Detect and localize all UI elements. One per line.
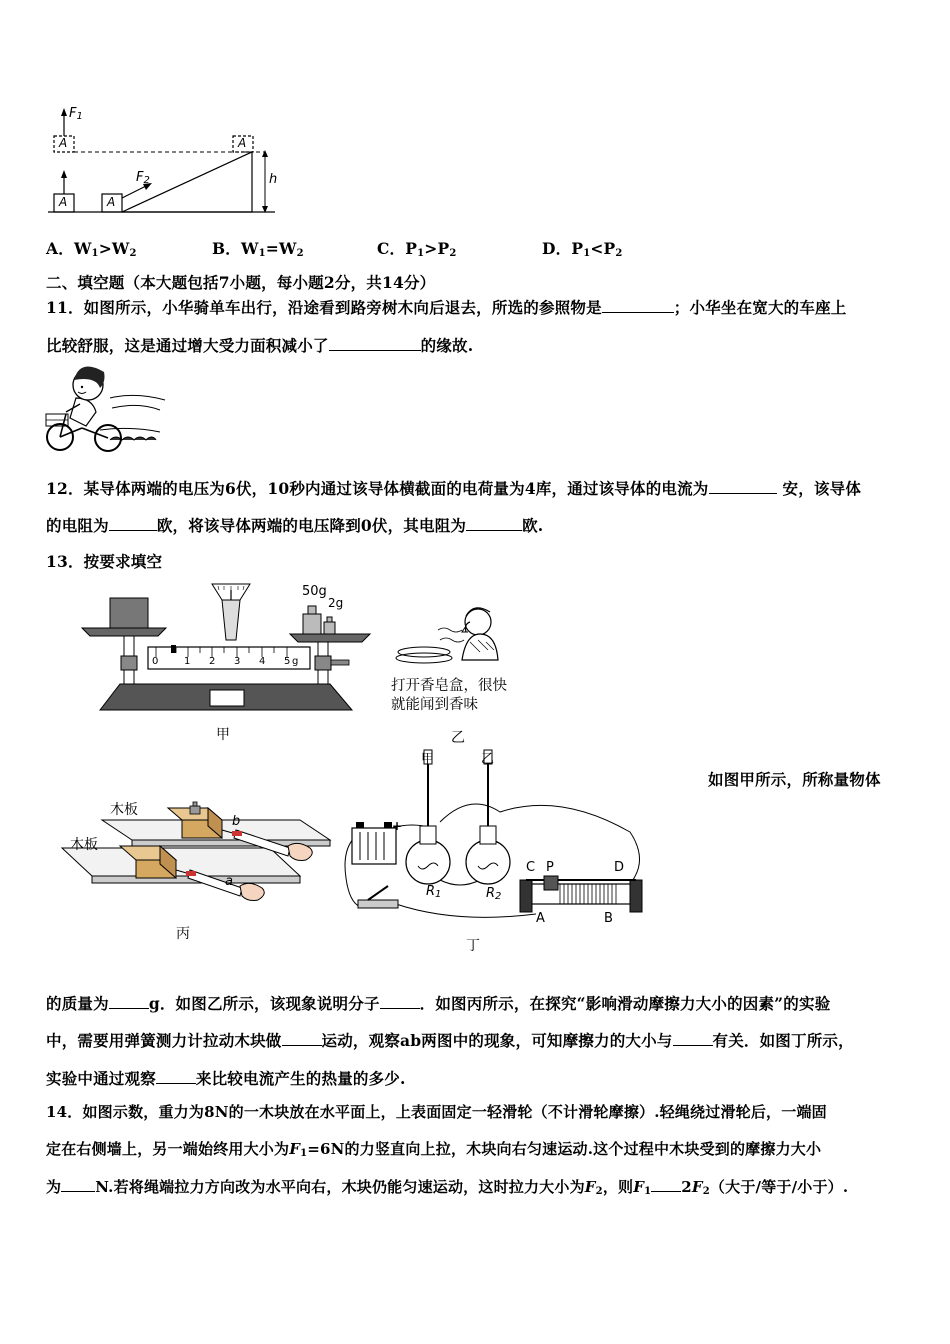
- q13-blank-1[interactable]: [109, 994, 149, 1009]
- circuit-r1-text: R: [426, 884, 436, 899]
- q13-blank-4[interactable]: [673, 1031, 713, 1046]
- q14-line3-text-d: 2: [681, 1178, 692, 1196]
- rheostat-b-label: B: [604, 911, 613, 926]
- q11-line2-text-a: 比较舒服，这是通过增大受力面积减小了: [46, 336, 329, 355]
- q13-blank-2[interactable]: [380, 994, 420, 1009]
- q10-option-a-sub1: 1: [91, 248, 99, 259]
- q10-option-b-var: W: [241, 239, 259, 258]
- q12-line2-text-a: 的电阻为: [46, 516, 109, 535]
- fig-yi-label: 乙: [451, 730, 465, 746]
- q10-option-b-op: =W: [265, 239, 297, 258]
- q13-line1-text-c: ．如图丙所示，在探究“影响滑动摩擦力大小的因素”的实验: [419, 994, 831, 1013]
- q10-option-d-sub1: 1: [583, 248, 591, 259]
- circuit-switch: [358, 900, 398, 908]
- circuit-r2-text: R: [486, 886, 496, 901]
- circuit-flask-r1: [406, 840, 450, 884]
- q12-line1-text-b: 安，该导体: [782, 479, 862, 498]
- yi-caption-1: 打开香皂盒，很快: [391, 678, 507, 694]
- q10-option-c-sub2: 2: [449, 248, 457, 259]
- q14-line3-f1: F: [633, 1178, 645, 1196]
- scale-tick-unit: g: [292, 656, 299, 667]
- q13-line3-text-b: 来比较电流产生的热量的多少.: [195, 1069, 406, 1088]
- section2-heading: 二、填空题（本大题包括7小题，每小题2分，共14分）: [46, 273, 436, 292]
- q11-line2-text-b: 的缘故.: [420, 336, 474, 355]
- q10-a-label-2: A: [59, 136, 68, 150]
- q13-line2-text-b: 运动，观察ab两图中的现象，可知摩擦力的大小与: [321, 1031, 673, 1050]
- q10-option-a-var: W: [73, 239, 92, 258]
- friction-label-a: a: [225, 874, 233, 889]
- q11-line1-text-b: ；小华坐在宽大的车座上: [673, 298, 847, 317]
- scale-tick-3: 3: [234, 656, 241, 667]
- q11-line1-text-a: 11．如图所示，小华骑单车出行，沿途看到路旁树木向后退去，所选的参照物是: [46, 298, 602, 317]
- q12-line1-text-a: 12．某导体两端的电压为6伏，10秒内通过该导体横截面的电荷量为4库，通过该导体的电流为: [46, 479, 709, 498]
- fig-bing-label: 丙: [176, 926, 190, 942]
- q14-line3-f2: F: [584, 1178, 596, 1196]
- q13-line3-text-a: 实验中通过观察: [46, 1069, 156, 1088]
- rheostat-a-label: A: [536, 911, 545, 926]
- q13-line2: [46, 1029, 854, 1051]
- q10-option-b-sub1: 1: [258, 248, 266, 259]
- scale-tick-4: 4: [259, 656, 266, 667]
- yi-caption-2: 就能闻到香味: [391, 697, 478, 713]
- circuit-jia-label: 甲: [421, 752, 435, 767]
- q14-line2-f-sub: 1: [300, 1148, 308, 1159]
- q13-line1-text-a: 的质量为: [46, 994, 109, 1013]
- scale-tick-5: 5: [284, 656, 291, 667]
- q10-option-d-op: <P: [590, 239, 616, 258]
- q10-option-a-sub2: 2: [129, 248, 137, 259]
- friction-label-b: b: [232, 814, 241, 829]
- q10-option-d-var: P: [571, 239, 584, 258]
- q13-side-text: 如图甲所示，所称量物体: [708, 770, 881, 789]
- circuit-r2-sub: 2: [495, 891, 502, 902]
- q13-blank-5[interactable]: [156, 1069, 196, 1084]
- fig-jia-label: 甲: [216, 727, 230, 743]
- q14-line3: [46, 1176, 848, 1197]
- rheostat-c-label: C: [526, 860, 536, 875]
- q10-option-d-sub2: 2: [615, 248, 623, 259]
- q10-a-label-4: A: [238, 136, 247, 150]
- q14-line3-text-c: ，则: [602, 1178, 634, 1196]
- q10-f2-text: F: [136, 170, 144, 185]
- q14-line2-text-a: 定在右侧墙上，另一端始终用大小为: [46, 1140, 290, 1158]
- q14-line3-text-f: （大于/等于/小于）.: [709, 1178, 849, 1196]
- q10-option-c-sub1: 1: [417, 248, 425, 259]
- scale-tick-1: 1: [184, 656, 191, 667]
- q14-line2-f: F: [289, 1140, 301, 1158]
- q10-option-a-letter: A．: [46, 239, 74, 258]
- q14-line3-text-a: 为: [46, 1178, 62, 1196]
- q10-option-d-letter: D．: [542, 239, 572, 258]
- q14-line1: 14．如图示数，重力为8N的一木块放在水平面上，上表面固定一轻滑轮（不计滑轮摩擦）.轻绳绕过滑轮后，一端固: [46, 1103, 827, 1121]
- q10-a-label-3: A: [107, 195, 116, 209]
- q13-title: 13．按要求填空: [46, 552, 163, 571]
- q14-line3-f2-sub: 2: [595, 1186, 603, 1197]
- q12-line2-text-b: 欧，将该导体两端的电压降到0伏，其电阻为: [156, 516, 467, 535]
- q10-option-c-var: P: [405, 239, 418, 258]
- q10-option-b-letter: B．: [212, 239, 242, 258]
- q10-option-c-op: >P: [424, 239, 450, 258]
- rheostat-p-label: P: [546, 860, 554, 875]
- q13-line3: [46, 1067, 406, 1089]
- q13-blank-3[interactable]: [282, 1031, 322, 1046]
- q10-option-a-op: >W: [98, 239, 130, 258]
- q10-option-c-letter: C．: [377, 239, 406, 258]
- circuit-r1-sub: 1: [435, 889, 442, 900]
- board-2-label: 木板: [70, 837, 98, 853]
- fig-ding-label: 丁: [466, 938, 480, 954]
- circuit-r1-label: [426, 884, 441, 900]
- weight-2g-label: 2g: [328, 596, 344, 610]
- q14-blank-2[interactable]: [651, 1177, 681, 1192]
- q10-f1-sub: 1: [76, 111, 83, 122]
- q14-blank-1[interactable]: [61, 1177, 95, 1192]
- q14-line2-text-b: =6N的力竖直向上拉，木块向右匀速运动.这个过程中木块受到的摩擦力大小: [307, 1140, 822, 1158]
- q13-line2-text-a: 中，需要用弹簧测力计拉动木块做: [46, 1031, 282, 1050]
- scale-tick-0: 0: [152, 656, 159, 667]
- board-1-label: 木板: [110, 802, 138, 818]
- q14-line3-f1-sub: 1: [644, 1186, 652, 1197]
- q12-line2-text-c: 欧.: [522, 516, 544, 535]
- q10-option-b-sub2: 2: [296, 248, 304, 259]
- circuit-battery: [352, 828, 396, 864]
- q13-line2-text-c: 有关．如图丁所示，: [712, 1031, 854, 1050]
- circuit-r2-label: [486, 886, 501, 902]
- circuit-flask-r2: [466, 840, 510, 884]
- q13-line1-text-b: g．如图乙所示，该现象说明分子: [148, 994, 380, 1013]
- q14-line2: [46, 1138, 821, 1159]
- rheostat-d-label: D: [614, 860, 625, 875]
- q10-f1-text: F: [69, 106, 77, 121]
- scale-tick-2: 2: [209, 656, 216, 667]
- circuit-yi-label: 乙: [481, 752, 495, 767]
- q10-f2-sub: 2: [143, 175, 150, 186]
- svg-text:+: +: [392, 819, 403, 833]
- q14-line3-f2b: F: [691, 1178, 703, 1196]
- q14-line3-f2b-sub: 2: [702, 1186, 710, 1197]
- q13-line1: [46, 992, 830, 1014]
- q10-h-label: h: [269, 172, 278, 187]
- q14-line3-text-b: N.若将绳端拉力方向改为水平向右，木块仍能匀速运动，这时拉力大小为: [95, 1178, 585, 1196]
- q10-a-label-1: A: [59, 195, 68, 209]
- weight-50g-label: 50g: [302, 584, 327, 599]
